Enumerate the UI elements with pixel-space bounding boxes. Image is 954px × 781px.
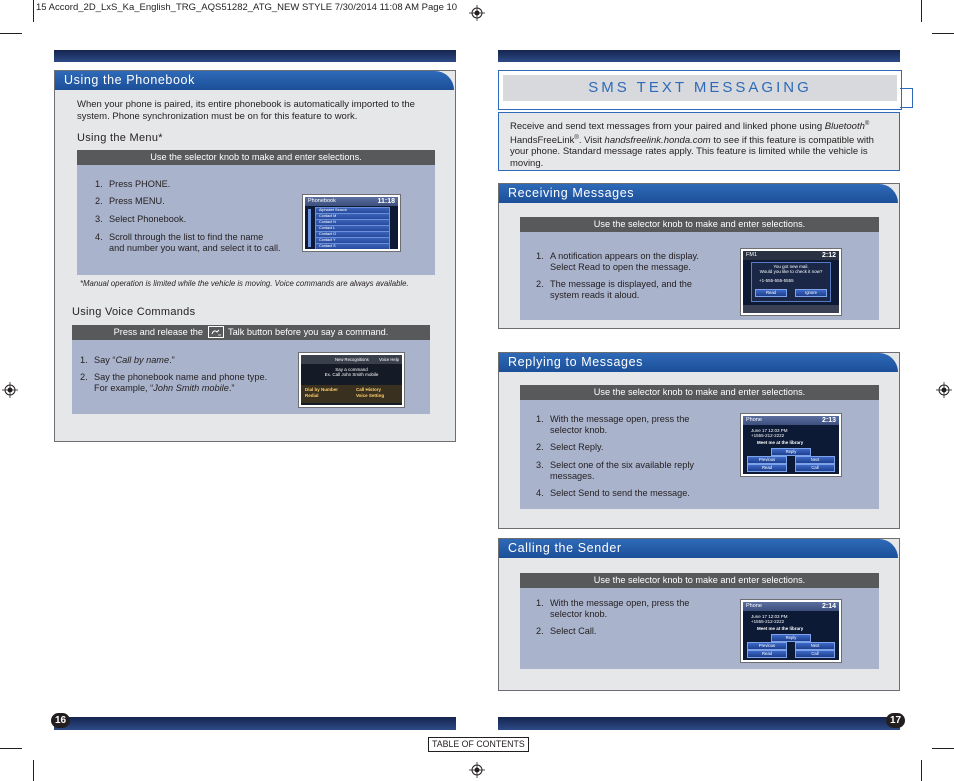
- sms-intro-box: [498, 112, 900, 171]
- registration-mark-icon: [469, 762, 485, 778]
- list-item: Contact L: [315, 225, 390, 233]
- crop-mark: [932, 748, 954, 749]
- voice-instruction-bar: Press and release the Talk button before you say a command.: [72, 325, 430, 340]
- screen-time: 11:18: [377, 198, 395, 205]
- manual-operation-footnote: *Manual operation is limited while the vehicle is moving. Voice commands are always available.: [80, 279, 409, 288]
- crop-mark: [33, 760, 34, 781]
- menu-subheading: Using the Menu*: [77, 132, 163, 144]
- footer-bar-left: [54, 717, 456, 730]
- phonebook-screen-image: [303, 195, 400, 251]
- receiving-steps-box: 1. A notification appears on the display. Select Read to open the message. 2. The message is displayed, and the system reads it aloud. FM1 2:12 You got new mail. Would you like to check it now? +1-555-555-5555 Read Ignore: [520, 232, 879, 320]
- crop-mark: [0, 748, 22, 749]
- list-item: Contact N: [315, 219, 390, 227]
- replying-screen-image: Phone 2:13 June 17 12:03 PM +1555-212-2222 Meet me at the library Reply Previous Next Read Call: [741, 414, 841, 476]
- crop-mark: [921, 0, 922, 22]
- phonebook-intro: When your phone is paired, its entire phonebook is automatically imported to the system. Phone synchronization must be on for this feature to work.: [77, 99, 415, 122]
- footer-bar-right: [498, 717, 900, 730]
- print-slug: 15 Accord_2D_LxS_Ka_English_TRG_AQS51282_ATG_NEW STYLE 7/30/2014 11:08 AM Page 10: [36, 2, 458, 13]
- registration-mark-icon: [936, 382, 952, 398]
- replying-steps-box: 1. With the message open, press the selector knob. 2. Select Reply. 3. Select one of the six available reply messages. 4. Select Send to send the message. Phone 2:13 June 17 12:03 PM +1555-212-2222 Meet me at the library Reply Previous Next Read Call: [520, 400, 879, 509]
- sms-title-box: [498, 70, 902, 110]
- header-bar-left: [54, 50, 456, 62]
- menu-instruction-bar: Use the selector knob to make and enter selections.: [77, 150, 435, 165]
- crop-mark: [921, 760, 922, 781]
- talk-button-icon: [208, 326, 224, 338]
- ignore-button: Ignore: [795, 289, 827, 297]
- sms-intro-text: Receive and send text messages from your paired and linked phone using Bluetooth® HandsFreeLink®. Visit handsfreelink.honda.com to see if this feature is compatible with your phone. Standard message rates apply. This feature is limited while the vehicle is moving.: [510, 121, 874, 169]
- replying-instruction-bar: Use the selector knob to make and enter selections.: [520, 385, 879, 400]
- registration-mark-icon: [2, 382, 18, 398]
- voice-subheading: Using Voice Commands: [72, 306, 196, 318]
- header-bar-right: [498, 50, 900, 62]
- calling-instruction-bar: Use the selector knob to make and enter selections.: [520, 573, 879, 588]
- calling-heading: Calling the Sender: [499, 539, 898, 558]
- crop-mark: [932, 33, 954, 34]
- list-item: 4. Scroll through the list to find the name and number you want, and select it to call.: [95, 232, 281, 253]
- page-number-right: 17: [886, 713, 905, 728]
- calling-steps-box: 1. With the message open, press the selector knob. 2. Select Call. Phone 2:14 June 17 12:03 PM +1555-212-2222 Meet me at the library Reply Previous Next Read Call: [520, 588, 879, 669]
- receiving-instruction-bar: Use the selector knob to make and enter selections.: [520, 217, 879, 232]
- scrollbar: [308, 209, 311, 247]
- registration-mark-icon: [469, 5, 485, 21]
- voice-steps-box: 1. Say “Call by name.” 2. Say the phonebook name and phone type. For example, “John Smith mobile.” New Recognitions Voice Help Say a command Ex. Call John Smith mobile Dial by Number Redial Call History Voice Setting: [72, 340, 430, 414]
- voice-command-screen-image: New Recognitions Voice Help Say a command Ex. Call John Smith mobile Dial by Number Redial Call History Voice Setting: [299, 353, 404, 407]
- replying-heading: Replying to Messages: [499, 353, 898, 372]
- page-title: SMS TEXT MESSAGING: [503, 75, 897, 101]
- menu-steps-box: 1. Press PHONE. 2. Press MENU. 3. Select Phonebook. 4. Scroll through the list to find the name and number you want, and select it to call. Phonebook 11:18 Alphabet Search Contact M Contact N Contact L Contact O Contact Y Contact S: [77, 165, 435, 275]
- list-item: Contact M: [315, 213, 390, 221]
- list-item: Contact O: [315, 231, 390, 239]
- crop-mark: [0, 33, 22, 34]
- receiving-screen-image: FM1 2:12 You got new mail. Would you like to check it now? +1-555-555-5555 Read Ignore: [741, 249, 841, 315]
- list-item: Contact Y: [315, 237, 390, 245]
- read-button: Read: [755, 289, 787, 297]
- list-item: Alphabet Search: [315, 207, 390, 215]
- calling-screen-image: Phone 2:14 June 17 12:03 PM +1555-212-2222 Meet me at the library Reply Previous Next Read Call: [741, 600, 841, 662]
- receiving-heading: Receiving Messages: [499, 184, 898, 203]
- phonebook-heading: Using the Phonebook: [55, 71, 454, 90]
- list-item: Contact S: [315, 243, 390, 251]
- page-number-left: 16: [51, 713, 70, 728]
- title-tab-accent: [900, 88, 913, 108]
- crop-mark: [33, 0, 34, 22]
- screen-title: Phonebook: [305, 197, 398, 206]
- table-of-contents-link[interactable]: TABLE OF CONTENTS: [428, 737, 529, 752]
